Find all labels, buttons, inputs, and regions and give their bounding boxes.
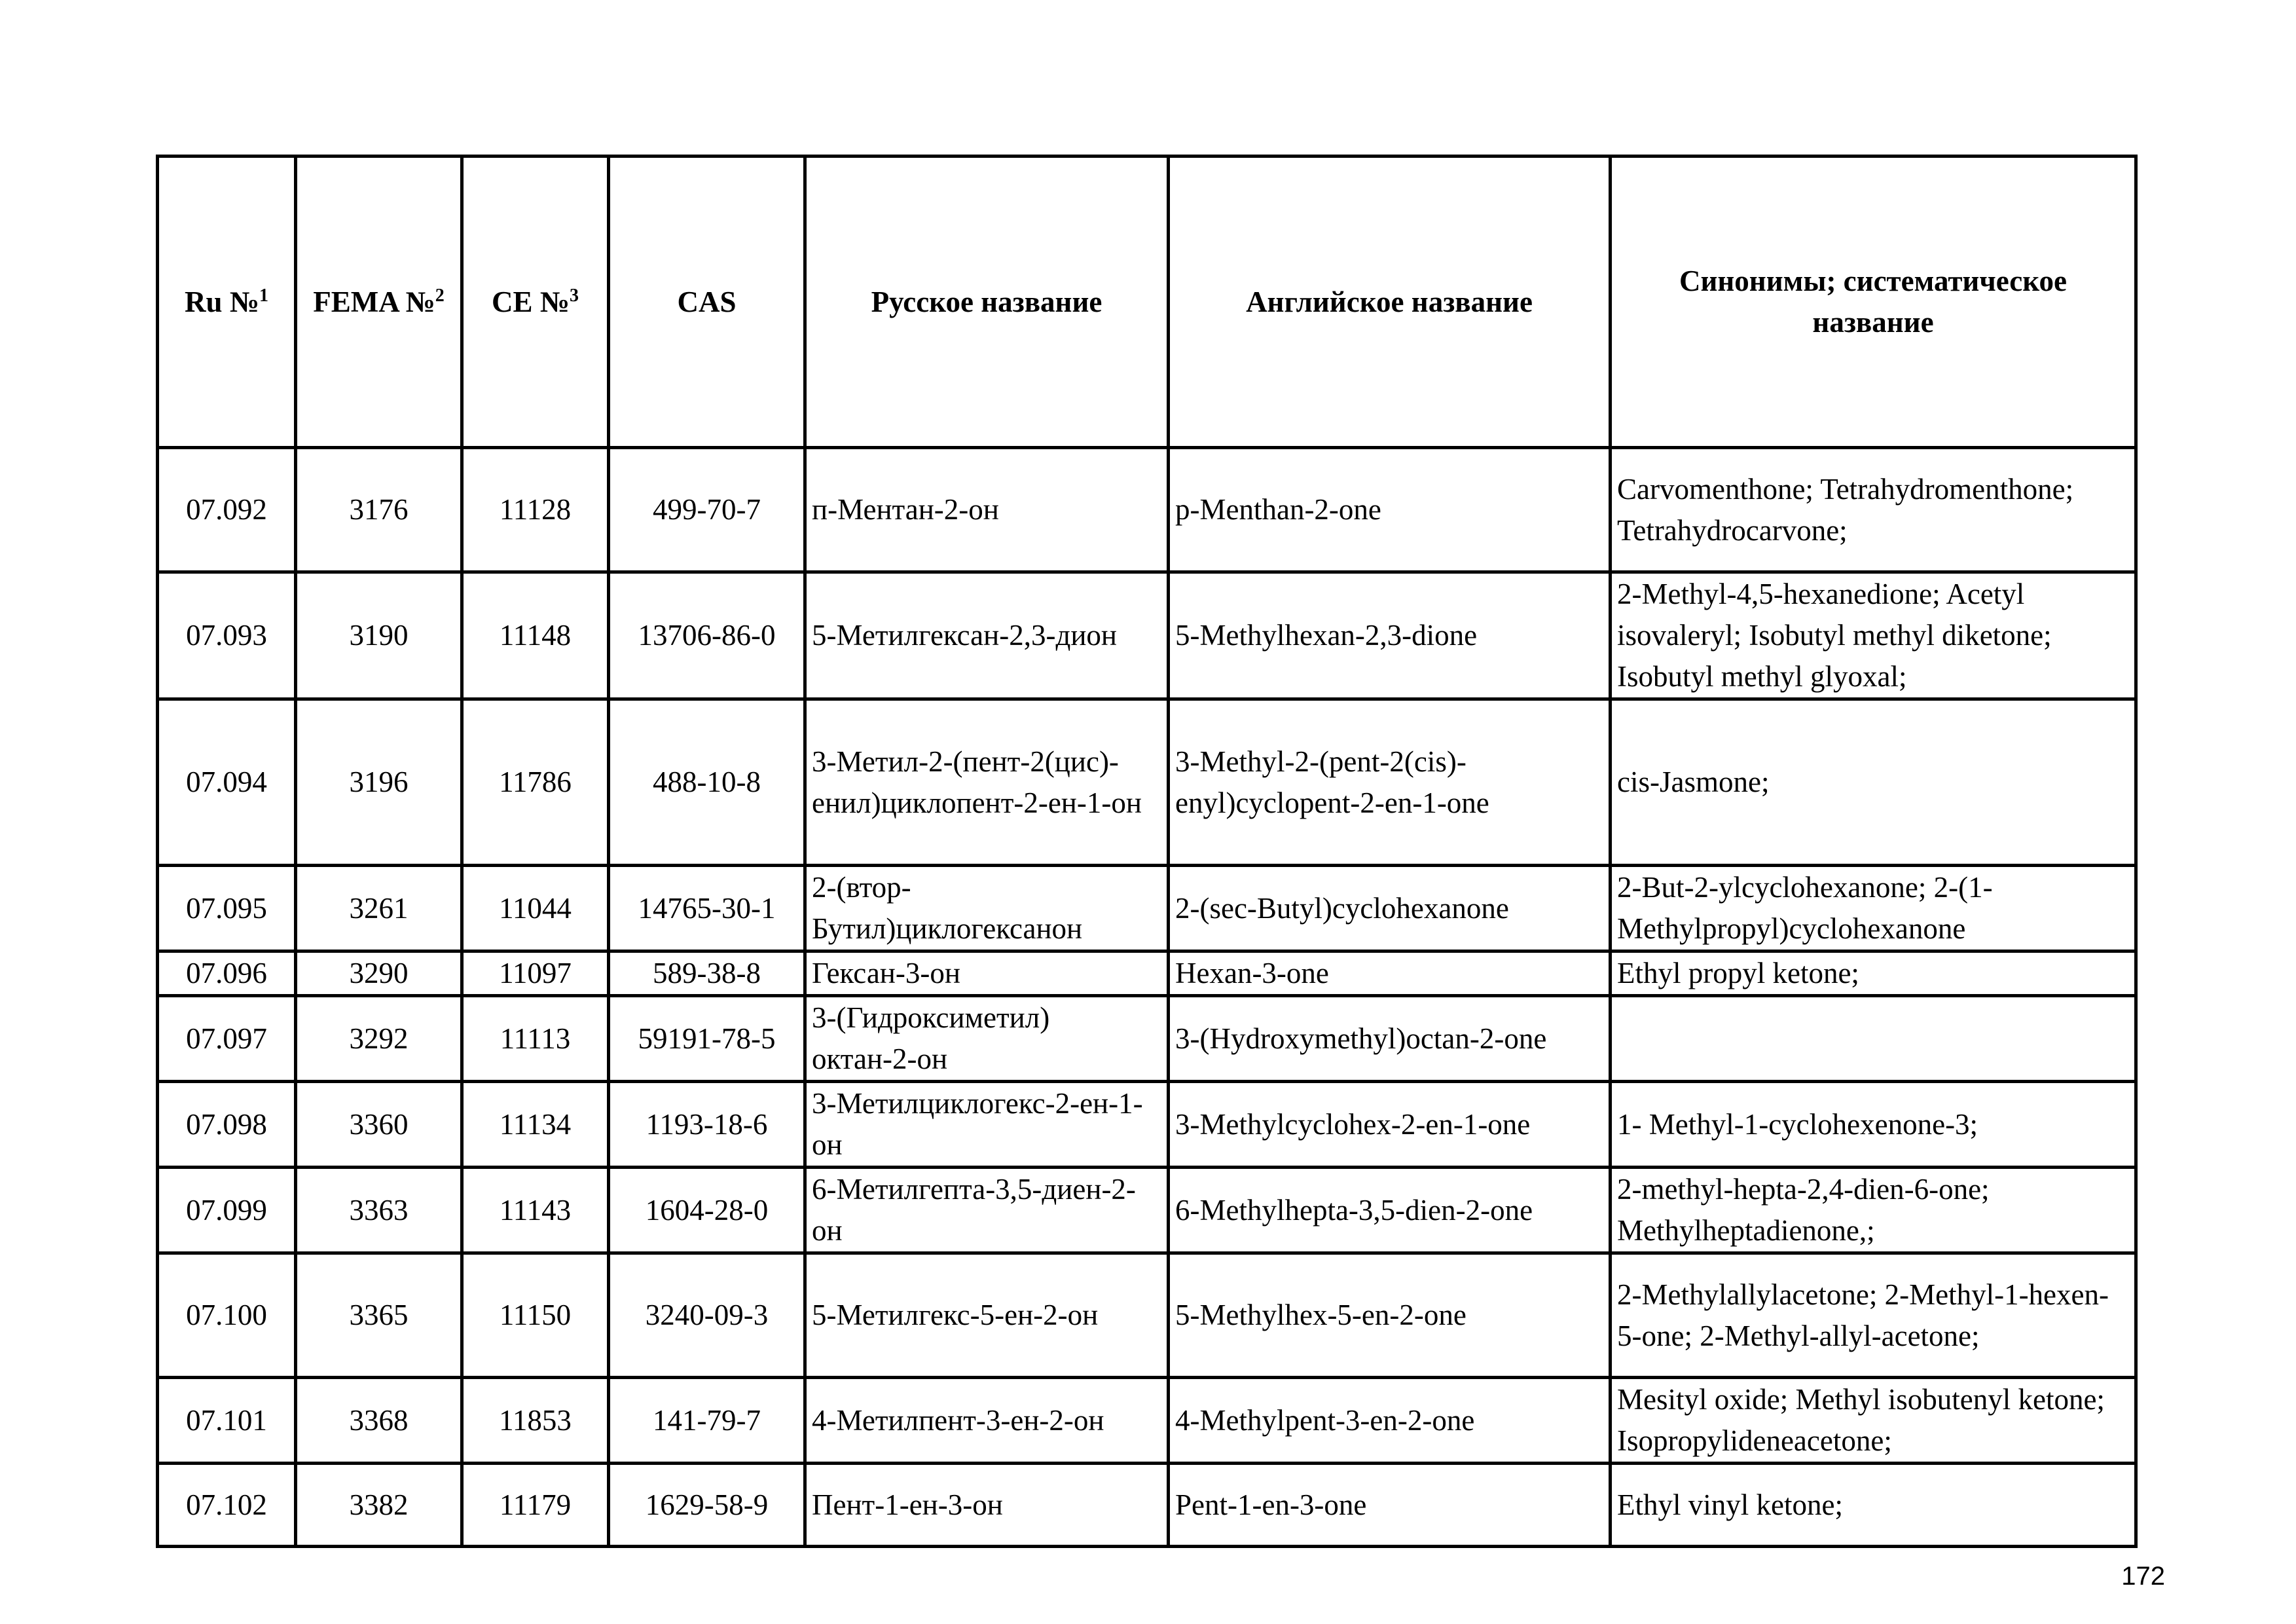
- table-row: [158, 699, 2136, 866]
- cell-ce-no: 11113: [462, 996, 609, 1082]
- cell-ce-no: 11179: [462, 1464, 609, 1547]
- cell-ru-no: 07.097: [158, 996, 296, 1082]
- table-row: [158, 1464, 2136, 1547]
- cell-synonyms: 2-But-2-ylcyclohexanone; 2-(1-Methylpropyl)cyclohexanone: [1611, 866, 2136, 951]
- cell-synonyms: 1- Methyl-1-cyclohexenone-3;: [1611, 1082, 2136, 1168]
- cell-english-name: 6-Methylhepta-3,5-dien-2-one: [1169, 1168, 1611, 1253]
- header-fema-no: FEMA №$^2$: [296, 157, 462, 448]
- cell-ru-no: 07.095: [158, 866, 296, 951]
- footnote-marker: 2: [435, 285, 445, 306]
- cell-russian-name: 3-(Гидроксиметил) октан-2-он: [805, 996, 1169, 1082]
- cell-synonyms: Ethyl vinyl ketone;: [1611, 1464, 2136, 1547]
- cell-ce-no: 11148: [462, 572, 609, 699]
- header-ru-no: Ru №$^1$: [158, 157, 296, 448]
- cell-ru-no: 07.102: [158, 1464, 296, 1547]
- header-synonyms: Синонимы; систематическое название: [1611, 157, 2136, 448]
- cell-english-name: 3-Methylcyclohex-2-en-1-one: [1169, 1082, 1611, 1168]
- cell-ce-no: 11150: [462, 1253, 609, 1378]
- cell-cas: 59191-78-5: [609, 996, 805, 1082]
- cell-fema-no: 3190: [296, 572, 462, 699]
- cell-english-name: 5-Methylhex-5-en-2-one: [1169, 1253, 1611, 1378]
- page-number: 172: [2121, 1562, 2165, 1591]
- cell-english-name: p-Menthan-2-one: [1169, 448, 1611, 572]
- table-row: [158, 1378, 2136, 1464]
- table-row: [158, 448, 2136, 572]
- cell-fema-no: 3176: [296, 448, 462, 572]
- cell-synonyms: [1611, 996, 2136, 1082]
- cell-ce-no: 11128: [462, 448, 609, 572]
- cell-russian-name: 5-Метилгекс-5-ен-2-он: [805, 1253, 1169, 1378]
- cell-fema-no: 3196: [296, 699, 462, 866]
- cell-fema-no: 3363: [296, 1168, 462, 1253]
- header-english-name: Английское название: [1169, 157, 1611, 448]
- cell-cas: 1629-58-9: [609, 1464, 805, 1547]
- cell-english-name: 5-Methylhexan-2,3-dione: [1169, 572, 1611, 699]
- footnote-marker: 1: [259, 285, 268, 306]
- cell-russian-name: 4-Метилпент-3-ен-2-он: [805, 1378, 1169, 1464]
- cell-fema-no: 3368: [296, 1378, 462, 1464]
- cell-cas: 141-79-7: [609, 1378, 805, 1464]
- cell-ru-no: 07.098: [158, 1082, 296, 1168]
- cell-cas: 3240-09-3: [609, 1253, 805, 1378]
- cell-ce-no: 11786: [462, 699, 609, 866]
- cell-ru-no: 07.093: [158, 572, 296, 699]
- cell-synonyms: 2-Methyl-4,5-hexanedione; Acetyl isovaleryl; Isobutyl methyl diketone; Isobutyl methyl glyoxal;: [1611, 572, 2136, 699]
- cell-cas: 1193-18-6: [609, 1082, 805, 1168]
- flavouring-substances-table: [156, 155, 2138, 1548]
- cell-ce-no: 11134: [462, 1082, 609, 1168]
- cell-cas: 13706-86-0: [609, 572, 805, 699]
- table-row: [158, 951, 2136, 996]
- cell-russian-name: 5-Метилгексан-2,3-дион: [805, 572, 1169, 699]
- cell-synonyms: Ethyl propyl ketone;: [1611, 951, 2136, 996]
- cell-ce-no: 11097: [462, 951, 609, 996]
- table-row: [158, 996, 2136, 1082]
- cell-ce-no: 11853: [462, 1378, 609, 1464]
- cell-fema-no: 3292: [296, 996, 462, 1082]
- cell-fema-no: 3290: [296, 951, 462, 996]
- cell-russian-name: Пент-1-ен-3-он: [805, 1464, 1169, 1547]
- table-body: [158, 448, 2136, 1547]
- cell-russian-name: 3-Метил-2-(пент-2(цис)-енил)циклопент-2-ен-1-он: [805, 699, 1169, 866]
- header-row: [158, 157, 2136, 448]
- cell-cas: 589-38-8: [609, 951, 805, 996]
- cell-fema-no: 3365: [296, 1253, 462, 1378]
- cell-ru-no: 07.092: [158, 448, 296, 572]
- table-row: [158, 1082, 2136, 1168]
- cell-english-name: 4-Methylpent-3-en-2-one: [1169, 1378, 1611, 1464]
- cell-ru-no: 07.099: [158, 1168, 296, 1253]
- header-cas: CAS: [609, 157, 805, 448]
- cell-ce-no: 11044: [462, 866, 609, 951]
- cell-cas: 499-70-7: [609, 448, 805, 572]
- cell-fema-no: 3261: [296, 866, 462, 951]
- cell-synonyms: 2-methyl-hepta-2,4-dien-6-one; Methylheptadienone,;: [1611, 1168, 2136, 1253]
- cell-ru-no: 07.094: [158, 699, 296, 866]
- cell-russian-name: 3-Метилциклогекс-2-ен-1-он: [805, 1082, 1169, 1168]
- cell-synonyms: Carvomenthone; Tetrahydromenthone; Tetrahydrocarvone;: [1611, 448, 2136, 572]
- table-row: [158, 1168, 2136, 1253]
- cell-english-name: Pent-1-en-3-one: [1169, 1464, 1611, 1547]
- header-ce-no: CE №$^3$: [462, 157, 609, 448]
- cell-english-name: 2-(sec-Butyl)cyclohexanone: [1169, 866, 1611, 951]
- cell-cas: 14765-30-1: [609, 866, 805, 951]
- table-row: [158, 572, 2136, 699]
- cell-english-name: Hexan-3-one: [1169, 951, 1611, 996]
- cell-ru-no: 07.096: [158, 951, 296, 996]
- cell-ru-no: 07.100: [158, 1253, 296, 1378]
- footnote-marker: 3: [569, 285, 579, 306]
- cell-synonyms: 2-Methylallylacetone; 2-Methyl-1-hexen-5-one; 2-Methyl-allyl-acetone;: [1611, 1253, 2136, 1378]
- cell-russian-name: п-Ментан-2-он: [805, 448, 1169, 572]
- cell-ru-no: 07.101: [158, 1378, 296, 1464]
- cell-synonyms: cis-Jasmone;: [1611, 699, 2136, 866]
- cell-fema-no: 3360: [296, 1082, 462, 1168]
- cell-russian-name: Гексан-3-он: [805, 951, 1169, 996]
- table-row: [158, 1253, 2136, 1378]
- cell-english-name: 3-(Hydroxymethyl)octan-2-one: [1169, 996, 1611, 1082]
- cell-english-name: 3-Methyl-2-(pent-2(cis)-enyl)cyclopent-2-en-1-one: [1169, 699, 1611, 866]
- cell-fema-no: 3382: [296, 1464, 462, 1547]
- cell-russian-name: 2-(втор-Бутил)циклогексанон: [805, 866, 1169, 951]
- cell-synonyms: Mesityl oxide; Methyl isobutenyl ketone; Isopropylideneacetone;: [1611, 1378, 2136, 1464]
- header-russian-name: Русское название: [805, 157, 1169, 448]
- table-row: [158, 866, 2136, 951]
- cell-russian-name: 6-Метилгепта-3,5-диен-2-он: [805, 1168, 1169, 1253]
- cell-ce-no: 11143: [462, 1168, 609, 1253]
- cell-cas: 1604-28-0: [609, 1168, 805, 1253]
- cell-cas: 488-10-8: [609, 699, 805, 866]
